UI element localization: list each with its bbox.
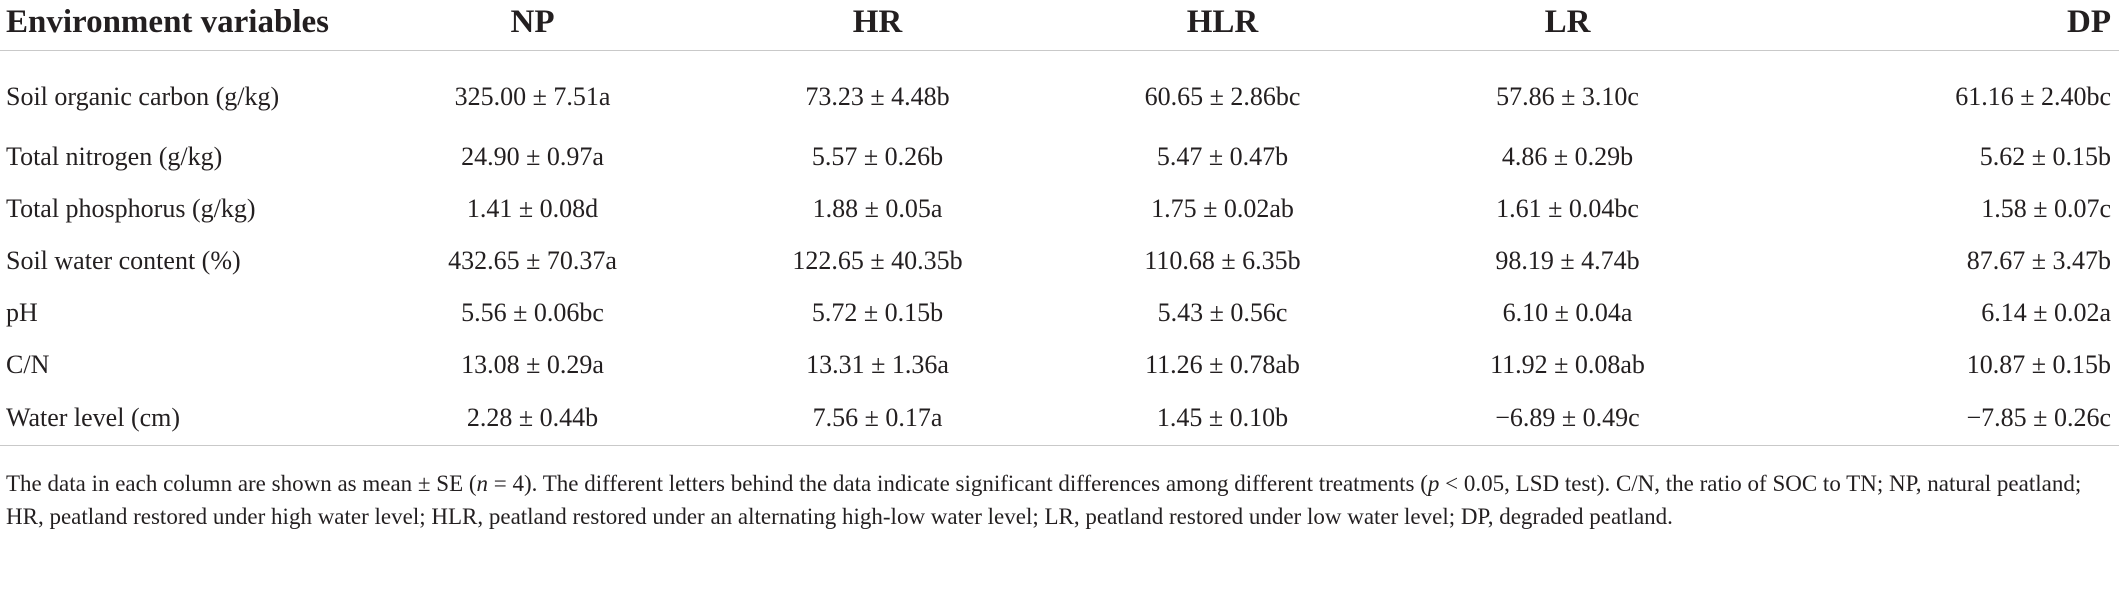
cell-dp: 61.16 ± 2.40bc	[1955, 82, 2111, 111]
cell-hlr: 1.45 ± 0.10b	[1050, 391, 1395, 446]
cell-lr: 6.10 ± 0.04a	[1502, 298, 1633, 327]
cell-dp: 10.87 ± 0.15b	[1966, 350, 2111, 379]
table-row	[0, 235, 2119, 287]
footnote-text-3: < 0.05, LSD test). C/N, the ratio of SOC to TN; NP, natural peatland; HR, peatland restored under high water level; HLR, peatland restored under an alternating high-low water level; LR, peatland restored under low water level; DP, degraded peatland.	[6, 471, 2082, 529]
row-label: Total phosphorus (g/kg)	[6, 194, 256, 223]
row-label: Water level (cm)	[0, 391, 360, 446]
cell-hr: 1.88 ± 0.05a	[812, 194, 943, 223]
header-lr: LR	[1395, 0, 1740, 51]
cell-dp: −7.85 ± 0.26c	[1740, 391, 2119, 446]
table-footnote	[6, 467, 2111, 533]
table-row	[0, 287, 2119, 339]
cell-lr: −6.89 ± 0.49c	[1395, 391, 1740, 446]
row-label: C/N	[6, 350, 50, 379]
cell-np: 325.00 ± 7.51a	[454, 82, 611, 111]
cell-hr: 7.56 ± 0.17a	[705, 391, 1050, 446]
cell-hr: 73.23 ± 4.48b	[805, 82, 950, 111]
table-row	[0, 183, 2119, 235]
table-row	[0, 339, 2119, 391]
header-dp: DP	[1740, 0, 2119, 51]
table-row	[0, 131, 2119, 183]
cell-np: 432.65 ± 70.37a	[448, 246, 617, 275]
cell-np: 5.56 ± 0.06bc	[461, 298, 604, 327]
cell-hr: 5.72 ± 0.15b	[811, 298, 944, 327]
cell-lr: 57.86 ± 3.10c	[1496, 82, 1639, 111]
header-np: NP	[360, 0, 705, 51]
cell-hlr: 110.68 ± 6.35b	[1144, 246, 1301, 275]
cell-np: 13.08 ± 0.29a	[461, 350, 604, 379]
cell-hlr: 1.75 ± 0.02ab	[1151, 194, 1294, 223]
row-label: Total nitrogen (g/kg)	[6, 142, 223, 171]
cell-dp: 87.67 ± 3.47b	[1966, 246, 2111, 275]
cell-lr: 1.61 ± 0.04bc	[1496, 194, 1639, 223]
cell-hr: 122.65 ± 40.35b	[792, 246, 963, 275]
footnote-text-2: = 4). The different letters behind the data indicate significant differences among different treatments (	[488, 471, 1428, 496]
cell-hlr: 60.65 ± 2.86bc	[1144, 82, 1301, 111]
cell-np: 1.41 ± 0.08d	[466, 194, 599, 223]
header-hlr: HLR	[1050, 0, 1395, 51]
table-row	[0, 391, 2119, 446]
footnote-p-symbol: p	[1427, 471, 1440, 496]
cell-hr: 5.57 ± 0.26b	[811, 142, 944, 171]
cell-hlr: 5.43 ± 0.56c	[1157, 298, 1288, 327]
cell-np: 24.90 ± 0.97a	[461, 142, 604, 171]
cell-lr: 11.92 ± 0.08ab	[1490, 350, 1645, 379]
cell-hlr: 5.47 ± 0.47b	[1156, 142, 1289, 171]
cell-lr: 4.86 ± 0.29b	[1501, 142, 1634, 171]
header-hr: HR	[705, 0, 1050, 51]
row-label: Soil organic carbon (g/kg)	[6, 82, 280, 111]
table-row	[0, 51, 2119, 132]
footnote-text-1: The data in each column are shown as mean ± SE (	[6, 471, 477, 496]
cell-hlr: 11.26 ± 0.78ab	[1145, 350, 1300, 379]
row-label: pH	[6, 298, 38, 327]
cell-hr: 13.31 ± 1.36a	[806, 350, 949, 379]
cell-dp: 1.58 ± 0.07c	[1981, 194, 2111, 223]
cell-dp: 5.62 ± 0.15b	[1979, 142, 2111, 171]
cell-np: 2.28 ± 0.44b	[360, 391, 705, 446]
footnote-n-symbol: n	[476, 471, 489, 496]
header-row	[0, 0, 2119, 51]
cell-dp: 6.14 ± 0.02a	[1981, 298, 2111, 327]
row-label: Soil water content (%)	[6, 246, 241, 275]
header-environment-variables: Environment variables	[0, 0, 360, 51]
cell-lr: 98.19 ± 4.74b	[1495, 246, 1640, 275]
